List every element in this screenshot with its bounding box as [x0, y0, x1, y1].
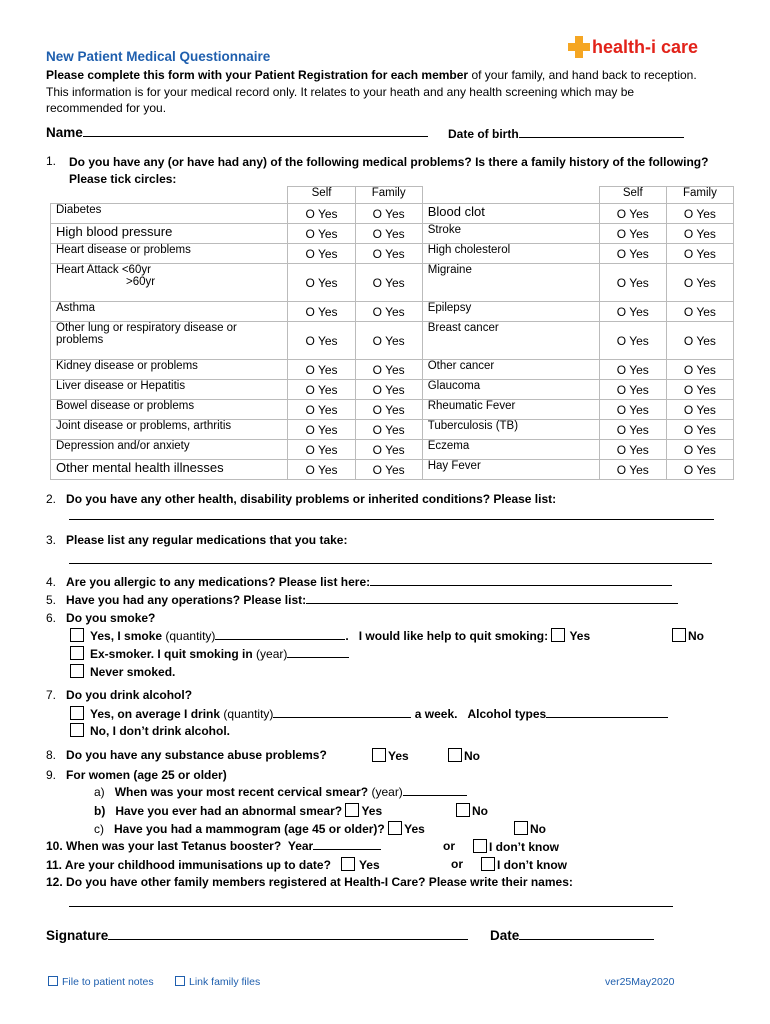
mammogram-yes-checkbox[interactable] [388, 821, 402, 835]
self-yes-option[interactable]: O Yes [599, 460, 666, 480]
family-yes-option[interactable]: O Yes [666, 460, 733, 480]
no-alcohol-option: No, I don’t drink alcohol. [70, 723, 230, 738]
self-yes-option[interactable]: O Yes [599, 380, 666, 400]
abnormal-smear-no-option: No [456, 803, 488, 818]
question-9c: c) Have you had a mammogram (age 45 or older)? Yes [94, 822, 425, 836]
self-yes-option[interactable]: O Yes [288, 360, 355, 380]
smoking-quantity-input[interactable] [215, 639, 345, 640]
condition-label: Epilepsy [422, 302, 599, 322]
question-9b: b) Have you ever had an abnormal smear? Yes [94, 804, 383, 818]
condition-label: Breast cancer [422, 322, 599, 360]
alcohol-quantity-input[interactable] [273, 717, 411, 718]
abnormal-smear-no-checkbox[interactable] [456, 803, 470, 817]
condition-label: Other lung or respiratory disease or problems [51, 322, 288, 360]
self-yes-option[interactable]: O Yes [288, 322, 355, 360]
condition-label: Liver disease or Hepatitis [51, 380, 288, 400]
substance-no-option: No [448, 748, 480, 763]
question-9: 9. For women (age 25 or older) [46, 768, 227, 782]
condition-label: Hay Fever [422, 460, 599, 480]
medical-cross-icon [568, 36, 590, 58]
link-family-option[interactable]: Link family files [175, 976, 260, 988]
tetanus-or: or [443, 839, 455, 853]
table-row [51, 204, 734, 224]
family-yes-option[interactable]: O Yes [666, 224, 733, 244]
mammogram-no-option: No [514, 821, 546, 836]
col-family: Family [355, 187, 422, 204]
table-row [51, 460, 734, 480]
question-1-text: Do you have any (or have had any) of the following medical problems? Is there a family history of the following? Please tick circles: [69, 155, 709, 186]
family-yes-option[interactable]: O Yes [666, 360, 733, 380]
tetanus-dont-know-checkbox[interactable] [473, 839, 487, 853]
file-notes-checkbox-icon[interactable] [48, 976, 58, 986]
self-yes-option[interactable]: O Yes [288, 440, 355, 460]
drinks-option: Yes, on average I drink (quantity) a week. Alcohol types [70, 706, 668, 721]
col-self: Self [288, 187, 355, 204]
table-row [51, 302, 734, 322]
condition-label: Heart disease or problems [51, 244, 288, 264]
condition-label: Bowel disease or problems [51, 400, 288, 420]
question-9a: a) When was your most recent cervical smear? (year) [94, 785, 467, 799]
table-row [51, 420, 734, 440]
condition-label: Blood clot [422, 204, 599, 224]
never-smoked-checkbox[interactable] [70, 664, 84, 678]
condition-label: Tuberculosis (TB) [422, 420, 599, 440]
never-smoked-option: Never smoked. [70, 664, 175, 679]
family-yes-option[interactable]: O Yes [355, 204, 422, 224]
question-8: 8. Do you have any substance abuse problems? [46, 748, 327, 762]
self-yes-option[interactable]: O Yes [599, 302, 666, 322]
family-yes-option[interactable]: O Yes [666, 440, 733, 460]
table-row [51, 400, 734, 420]
self-yes-option[interactable]: O Yes [599, 322, 666, 360]
condition-label: Other cancer [422, 360, 599, 380]
self-yes-option[interactable]: O Yes [599, 264, 666, 302]
version-label: ver25May2020 [605, 976, 675, 988]
ex-smoker-checkbox[interactable] [70, 646, 84, 660]
question-12: 12. Do you have other family members registered at Health-I Care? Please write their names: [46, 875, 573, 889]
condition-label: Kidney disease or problems [51, 360, 288, 380]
condition-label: Asthma [51, 302, 288, 322]
condition-label: Depression and/or anxiety [51, 440, 288, 460]
quit-help-yes-checkbox[interactable] [551, 628, 565, 642]
quit-help-no-checkbox[interactable] [672, 628, 686, 642]
condition-label: Migraine [422, 264, 599, 302]
mammogram-no-checkbox[interactable] [514, 821, 528, 835]
substance-no-checkbox[interactable] [448, 748, 462, 762]
immunisations-yes-checkbox[interactable] [341, 857, 355, 871]
date-of-birth-field[interactable]: Date of birth [448, 127, 684, 141]
family-yes-option[interactable]: O Yes [355, 420, 422, 440]
family-yes-option[interactable]: O Yes [355, 302, 422, 322]
self-yes-option[interactable]: O Yes [599, 420, 666, 440]
tetanus-year-input[interactable] [313, 849, 381, 850]
family-yes-option[interactable]: O Yes [355, 244, 422, 264]
table-row [51, 264, 734, 302]
family-yes-option[interactable]: O Yes [355, 380, 422, 400]
condition-label: High blood pressure [51, 224, 288, 244]
family-yes-option[interactable]: O Yes [355, 400, 422, 420]
condition-label: Eczema [422, 440, 599, 460]
family-members-answer-line[interactable] [69, 906, 673, 907]
question-1-number: 1. [46, 154, 57, 168]
family-yes-option[interactable]: O Yes [355, 322, 422, 360]
question-6: 6. Do you smoke? [46, 611, 156, 625]
condition-label: Glaucoma [422, 380, 599, 400]
question-11: 11. Are your childhood immunisations up to date? Yes [46, 858, 380, 872]
name-field[interactable]: Name [46, 125, 428, 140]
self-yes-option[interactable]: O Yes [288, 224, 355, 244]
self-yes-option[interactable]: O Yes [599, 224, 666, 244]
quit-help-no-option: No [672, 628, 704, 643]
table-row [51, 322, 734, 360]
question-5: 5. Have you had any operations? Please list: [46, 593, 678, 607]
condition-label: Diabetes [51, 204, 288, 224]
table-row [51, 440, 734, 460]
immunisations-dont-know-option: I don’t know [481, 857, 567, 872]
self-yes-option[interactable]: O Yes [288, 400, 355, 420]
table-row [51, 380, 734, 400]
immunisations-dont-know-checkbox[interactable] [481, 857, 495, 871]
self-yes-option[interactable]: O Yes [288, 460, 355, 480]
self-yes-option[interactable]: O Yes [599, 360, 666, 380]
question-3-answer-line[interactable] [69, 563, 712, 564]
no-alcohol-checkbox[interactable] [70, 723, 84, 737]
self-yes-option[interactable]: O Yes [288, 302, 355, 322]
immunisations-or: or [451, 857, 463, 871]
date-field[interactable]: Date [490, 928, 654, 943]
self-yes-option[interactable]: O Yes [288, 244, 355, 264]
logo-text: health-i care [592, 37, 699, 57]
family-yes-option[interactable]: O Yes [666, 264, 733, 302]
self-yes-option[interactable]: O Yes [599, 244, 666, 264]
signature-field[interactable]: Signature [46, 928, 468, 943]
col-self: Self [599, 187, 666, 204]
question-10: 10. When was your last Tetanus booster? Year [46, 839, 381, 853]
table-row [51, 224, 734, 244]
family-yes-option[interactable]: O Yes [666, 204, 733, 224]
smear-year-input[interactable] [403, 795, 467, 796]
col-family: Family [666, 187, 733, 204]
medical-conditions-table [50, 186, 734, 480]
self-yes-option[interactable]: O Yes [288, 420, 355, 440]
family-yes-option[interactable]: O Yes [355, 460, 422, 480]
question-7: 7. Do you drink alcohol? [46, 688, 193, 702]
self-yes-option[interactable]: O Yes [599, 440, 666, 460]
condition-label: Heart Attack <60yr >60yr [51, 264, 288, 302]
family-yes-option[interactable]: O Yes [666, 380, 733, 400]
ex-smoker-option: Ex-smoker. I quit smoking in (year) [70, 646, 349, 661]
family-yes-option[interactable]: O Yes [355, 224, 422, 244]
condition-label: Other mental health illnesses [51, 460, 288, 480]
smoker-checkbox[interactable] [70, 628, 84, 642]
family-yes-option[interactable]: O Yes [355, 264, 422, 302]
file-to-notes-option[interactable]: File to patient notes [48, 976, 154, 988]
family-yes-option[interactable]: O Yes [666, 322, 733, 360]
operations-input[interactable] [306, 603, 678, 604]
condition-label: Stroke [422, 224, 599, 244]
condition-label: Rheumatic Fever [422, 400, 599, 420]
family-yes-option[interactable]: O Yes [666, 420, 733, 440]
family-yes-option[interactable]: O Yes [666, 302, 733, 322]
condition-label: Joint disease or problems, arthritis [51, 420, 288, 440]
condition-label: High cholesterol [422, 244, 599, 264]
drinks-alcohol-checkbox[interactable] [70, 706, 84, 720]
table-row [51, 244, 734, 264]
form-title: New Patient Medical Questionnaire [46, 49, 271, 64]
substance-yes-checkbox[interactable] [372, 748, 386, 762]
self-yes-option[interactable]: O Yes [288, 204, 355, 224]
substance-yes-option: Yes [372, 748, 409, 763]
self-yes-option[interactable]: O Yes [288, 380, 355, 400]
self-yes-option[interactable]: O Yes [288, 264, 355, 302]
family-yes-option[interactable]: O Yes [666, 400, 733, 420]
family-yes-option[interactable]: O Yes [666, 244, 733, 264]
question-3: 3. Please list any regular medications that you take: [46, 533, 348, 547]
family-yes-option[interactable]: O Yes [355, 360, 422, 380]
quit-year-input[interactable] [287, 657, 349, 658]
alcohol-types-input[interactable] [546, 717, 668, 718]
family-yes-option[interactable]: O Yes [355, 440, 422, 460]
question-2-answer-line[interactable] [69, 519, 714, 520]
question-4: 4. Are you allergic to any medications? Please list here: [46, 575, 672, 589]
tetanus-dont-know-option: I don’t know [473, 839, 559, 854]
question-2: 2. Do you have any other health, disability problems or inherited conditions? Please list: [46, 492, 557, 506]
table-row [51, 360, 734, 380]
self-yes-option[interactable]: O Yes [599, 204, 666, 224]
smoker-option: Yes, I smoke (quantity) . I would like help to quit smoking: Yes [70, 628, 590, 643]
allergy-input[interactable] [370, 585, 672, 586]
link-family-checkbox-icon[interactable] [175, 976, 185, 986]
self-yes-option[interactable]: O Yes [599, 400, 666, 420]
intro-text: Please complete this form with your Patient Registration for each member of your family, and hand back to reception. This information is for your medical record only. It relates to your heath and any health screening which may be recommended for you. [46, 68, 697, 115]
condition-sublabel: >60yr [126, 276, 156, 288]
abnormal-smear-yes-checkbox[interactable] [345, 803, 359, 817]
